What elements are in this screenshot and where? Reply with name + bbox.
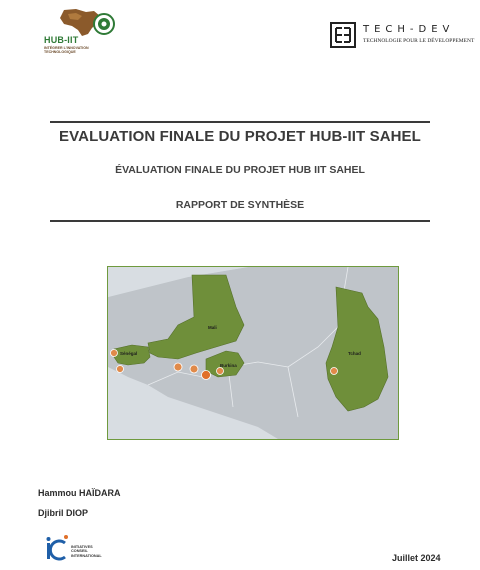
author-name: Hammou HAÏDARA	[38, 488, 121, 498]
tech-dev-logo	[330, 22, 475, 52]
title-rule-bottom	[50, 220, 430, 222]
map-marker	[111, 350, 118, 357]
report-type: RAPPORT DE SYNTHÈSE	[175, 199, 305, 211]
hub-iit-tagline: INTÉGRER L'INNOVATION TECHNOLOGIQUE	[44, 46, 89, 54]
ici-wordmark: INITIATIVES CONSEIL INTERNATIONAL	[71, 545, 102, 558]
map-marker	[202, 371, 211, 380]
hub-iit-wordmark: HUB-IIT	[44, 35, 79, 45]
map-marker	[331, 368, 338, 375]
hub-iit-logo	[42, 8, 122, 58]
sahel-map	[107, 266, 399, 440]
ici-mark-icon	[45, 533, 71, 563]
author-name: Djibril DIOP	[38, 508, 89, 518]
title-rule-top	[50, 121, 430, 123]
map-label-burkina: Burkina	[220, 363, 237, 368]
tech-dev-wordmark: TECH-DEV	[363, 24, 455, 35]
tech-dev-tagline: TECHNOLOGIE POUR LE DÉVELOPPEMENT	[363, 38, 475, 44]
document-subtitle: ÉVALUATION FINALE DU PROJET HUB IIT SAHEL	[115, 164, 365, 176]
africa-logo-icon	[42, 8, 122, 38]
map-marker	[117, 366, 124, 373]
publication-date: Juillet 2024	[392, 553, 441, 563]
ici-logo	[45, 533, 125, 565]
map-label-senegal: Sénégal	[120, 351, 138, 356]
map-label-mali: Mali	[208, 325, 217, 330]
map-marker	[217, 368, 224, 375]
map-label-tchad: Tchad	[348, 351, 361, 356]
tech-dev-mark-icon	[330, 22, 356, 48]
map-marker	[190, 365, 198, 373]
map-marker	[174, 363, 182, 371]
document-title: EVALUATION FINALE DU PROJET HUB-IIT SAHEL	[59, 128, 421, 145]
